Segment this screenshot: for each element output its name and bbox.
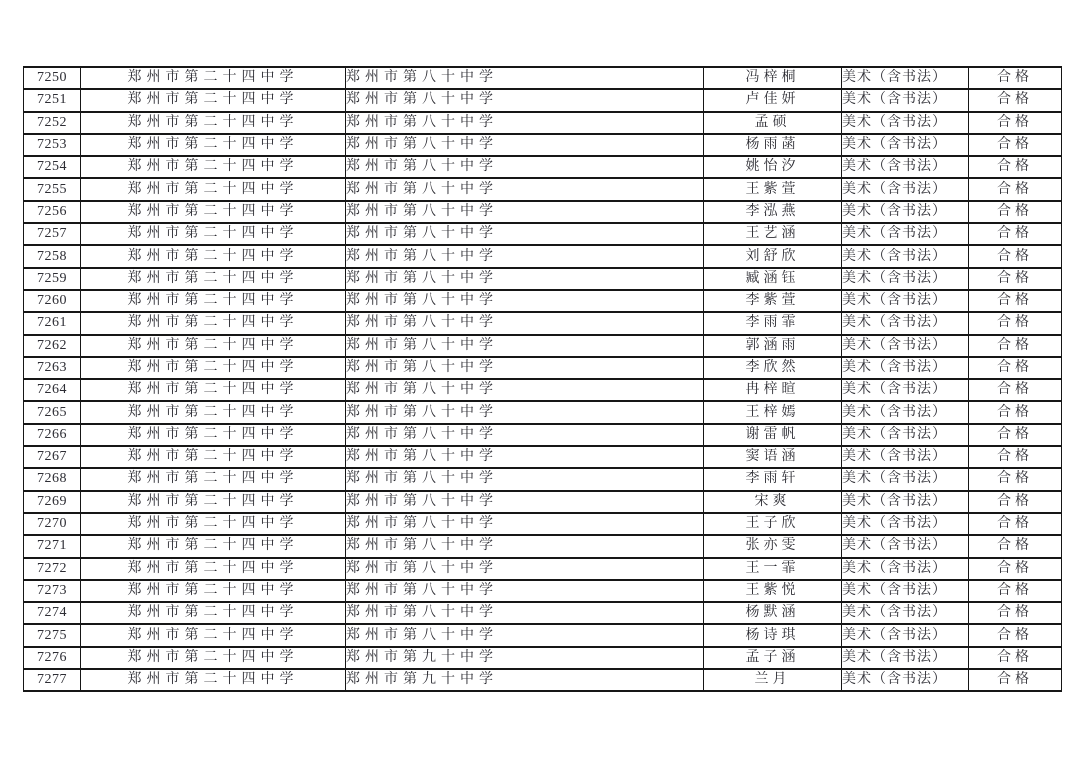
cell-serial-number: 7257 (24, 223, 81, 245)
cell-student-name: 王紫悦 (704, 580, 842, 602)
cell-admission-school: 郑州市第八十中学 (346, 401, 704, 423)
cell-student-name: 冉梓暄 (704, 379, 842, 401)
table-row (24, 357, 1062, 379)
cell-serial-number: 7273 (24, 580, 81, 602)
table-row (24, 401, 1062, 423)
table-row (24, 134, 1062, 156)
cell-graduate-school: 郑州市第二十四中学 (81, 268, 346, 290)
cell-major: 美术（含书法） (842, 669, 969, 691)
cell-result: 合格 (969, 491, 1062, 513)
cell-admission-school: 郑州市第八十中学 (346, 156, 704, 178)
cell-major: 美术（含书法） (842, 335, 969, 357)
cell-result: 合格 (969, 580, 1062, 602)
cell-serial-number: 7250 (24, 67, 81, 89)
table-row (24, 335, 1062, 357)
cell-result: 合格 (969, 67, 1062, 89)
cell-major: 美术（含书法） (842, 580, 969, 602)
cell-student-name: 姚怡汐 (704, 156, 842, 178)
cell-graduate-school: 郑州市第二十四中学 (81, 558, 346, 580)
table-row (24, 178, 1062, 200)
cell-serial-number: 7268 (24, 468, 81, 490)
table-row (24, 669, 1062, 691)
cell-major: 美术（含书法） (842, 223, 969, 245)
table-row (24, 624, 1062, 646)
cell-major: 美术（含书法） (842, 424, 969, 446)
cell-result: 合格 (969, 245, 1062, 267)
cell-student-name: 李雨轩 (704, 468, 842, 490)
cell-admission-school: 郑州市第八十中学 (346, 245, 704, 267)
cell-student-name: 窦语涵 (704, 446, 842, 468)
cell-serial-number: 7267 (24, 446, 81, 468)
table-row (24, 245, 1062, 267)
cell-admission-school: 郑州市第九十中学 (346, 647, 704, 669)
cell-graduate-school: 郑州市第二十四中学 (81, 580, 346, 602)
cell-major: 美术（含书法） (842, 624, 969, 646)
cell-serial-number: 7262 (24, 335, 81, 357)
cell-admission-school: 郑州市第八十中学 (346, 335, 704, 357)
cell-graduate-school: 郑州市第二十四中学 (81, 290, 346, 312)
table-row (24, 290, 1062, 312)
cell-student-name: 李雨霏 (704, 312, 842, 334)
cell-student-name: 王一霏 (704, 558, 842, 580)
cell-student-name: 杨雨菡 (704, 134, 842, 156)
table-row (24, 112, 1062, 134)
cell-graduate-school: 郑州市第二十四中学 (81, 669, 346, 691)
cell-result: 合格 (969, 468, 1062, 490)
cell-admission-school: 郑州市第八十中学 (346, 67, 704, 89)
cell-major: 美术（含书法） (842, 156, 969, 178)
cell-student-name: 杨默涵 (704, 602, 842, 624)
cell-serial-number: 7270 (24, 513, 81, 535)
cell-student-name: 宋爽 (704, 491, 842, 513)
cell-result: 合格 (969, 446, 1062, 468)
cell-admission-school: 郑州市第八十中学 (346, 624, 704, 646)
cell-serial-number: 7266 (24, 424, 81, 446)
cell-graduate-school: 郑州市第二十四中学 (81, 67, 346, 89)
cell-student-name: 孟硕 (704, 112, 842, 134)
cell-graduate-school: 郑州市第二十四中学 (81, 357, 346, 379)
cell-student-name: 郭涵雨 (704, 335, 842, 357)
cell-major: 美术（含书法） (842, 558, 969, 580)
cell-student-name: 李泓燕 (704, 201, 842, 223)
table-row (24, 201, 1062, 223)
cell-admission-school: 郑州市第八十中学 (346, 468, 704, 490)
cell-admission-school: 郑州市第八十中学 (346, 201, 704, 223)
cell-graduate-school: 郑州市第二十四中学 (81, 89, 346, 111)
cell-admission-school: 郑州市第八十中学 (346, 379, 704, 401)
cell-student-name: 王子欣 (704, 513, 842, 535)
cell-serial-number: 7277 (24, 669, 81, 691)
cell-result: 合格 (969, 647, 1062, 669)
cell-admission-school: 郑州市第八十中学 (346, 424, 704, 446)
cell-major: 美术（含书法） (842, 290, 969, 312)
cell-student-name: 王紫萱 (704, 178, 842, 200)
cell-major: 美术（含书法） (842, 245, 969, 267)
cell-serial-number: 7259 (24, 268, 81, 290)
cell-major: 美术（含书法） (842, 268, 969, 290)
cell-result: 合格 (969, 535, 1062, 557)
table-row (24, 446, 1062, 468)
cell-student-name: 李紫萱 (704, 290, 842, 312)
cell-major: 美术（含书法） (842, 602, 969, 624)
results-table-body (24, 67, 1062, 691)
cell-major: 美术（含书法） (842, 178, 969, 200)
cell-serial-number: 7275 (24, 624, 81, 646)
cell-student-name: 张亦雯 (704, 535, 842, 557)
cell-serial-number: 7253 (24, 134, 81, 156)
cell-major: 美术（含书法） (842, 491, 969, 513)
table-row (24, 67, 1062, 89)
cell-result: 合格 (969, 290, 1062, 312)
table-row (24, 379, 1062, 401)
cell-result: 合格 (969, 558, 1062, 580)
cell-result: 合格 (969, 134, 1062, 156)
cell-major: 美术（含书法） (842, 468, 969, 490)
cell-result: 合格 (969, 268, 1062, 290)
cell-admission-school: 郑州市第八十中学 (346, 89, 704, 111)
cell-student-name: 卢佳妍 (704, 89, 842, 111)
cell-admission-school: 郑州市第八十中学 (346, 134, 704, 156)
cell-student-name: 王艺涵 (704, 223, 842, 245)
cell-result: 合格 (969, 357, 1062, 379)
cell-graduate-school: 郑州市第二十四中学 (81, 112, 346, 134)
cell-admission-school: 郑州市第八十中学 (346, 290, 704, 312)
cell-serial-number: 7255 (24, 178, 81, 200)
cell-serial-number: 7272 (24, 558, 81, 580)
cell-result: 合格 (969, 201, 1062, 223)
table-row (24, 580, 1062, 602)
cell-result: 合格 (969, 424, 1062, 446)
cell-admission-school: 郑州市第八十中学 (346, 580, 704, 602)
cell-result: 合格 (969, 602, 1062, 624)
cell-result: 合格 (969, 156, 1062, 178)
cell-student-name: 臧涵钰 (704, 268, 842, 290)
cell-result: 合格 (969, 624, 1062, 646)
cell-major: 美术（含书法） (842, 134, 969, 156)
cell-graduate-school: 郑州市第二十四中学 (81, 156, 346, 178)
cell-major: 美术（含书法） (842, 357, 969, 379)
cell-admission-school: 郑州市第八十中学 (346, 357, 704, 379)
table-row (24, 647, 1062, 669)
cell-admission-school: 郑州市第八十中学 (346, 558, 704, 580)
cell-graduate-school: 郑州市第二十四中学 (81, 624, 346, 646)
cell-graduate-school: 郑州市第二十四中学 (81, 491, 346, 513)
cell-student-name: 王梓嫣 (704, 401, 842, 423)
cell-admission-school: 郑州市第九十中学 (346, 669, 704, 691)
cell-major: 美术（含书法） (842, 89, 969, 111)
exam-results-table (23, 66, 1062, 692)
cell-serial-number: 7276 (24, 647, 81, 669)
cell-graduate-school: 郑州市第二十四中学 (81, 201, 346, 223)
cell-major: 美术（含书法） (842, 379, 969, 401)
cell-serial-number: 7261 (24, 312, 81, 334)
cell-graduate-school: 郑州市第二十四中学 (81, 647, 346, 669)
table-row (24, 89, 1062, 111)
cell-serial-number: 7269 (24, 491, 81, 513)
cell-result: 合格 (969, 178, 1062, 200)
table-row (24, 602, 1062, 624)
cell-graduate-school: 郑州市第二十四中学 (81, 535, 346, 557)
cell-graduate-school: 郑州市第二十四中学 (81, 245, 346, 267)
cell-serial-number: 7260 (24, 290, 81, 312)
cell-serial-number: 7256 (24, 201, 81, 223)
cell-admission-school: 郑州市第八十中学 (346, 312, 704, 334)
cell-major: 美术（含书法） (842, 112, 969, 134)
cell-major: 美术（含书法） (842, 401, 969, 423)
cell-result: 合格 (969, 89, 1062, 111)
cell-serial-number: 7265 (24, 401, 81, 423)
cell-result: 合格 (969, 312, 1062, 334)
cell-result: 合格 (969, 379, 1062, 401)
cell-graduate-school: 郑州市第二十四中学 (81, 401, 346, 423)
cell-serial-number: 7258 (24, 245, 81, 267)
cell-major: 美术（含书法） (842, 647, 969, 669)
cell-graduate-school: 郑州市第二十四中学 (81, 335, 346, 357)
cell-admission-school: 郑州市第八十中学 (346, 178, 704, 200)
cell-result: 合格 (969, 669, 1062, 691)
cell-student-name: 冯梓桐 (704, 67, 842, 89)
cell-graduate-school: 郑州市第二十四中学 (81, 379, 346, 401)
cell-graduate-school: 郑州市第二十四中学 (81, 468, 346, 490)
cell-serial-number: 7254 (24, 156, 81, 178)
cell-admission-school: 郑州市第八十中学 (346, 513, 704, 535)
cell-student-name: 杨诗琪 (704, 624, 842, 646)
cell-serial-number: 7263 (24, 357, 81, 379)
cell-student-name: 刘舒欣 (704, 245, 842, 267)
cell-serial-number: 7274 (24, 602, 81, 624)
cell-admission-school: 郑州市第八十中学 (346, 535, 704, 557)
cell-result: 合格 (969, 112, 1062, 134)
cell-major: 美术（含书法） (842, 446, 969, 468)
cell-major: 美术（含书法） (842, 513, 969, 535)
cell-serial-number: 7251 (24, 89, 81, 111)
cell-student-name: 兰月 (704, 669, 842, 691)
table-row (24, 223, 1062, 245)
table-row (24, 468, 1062, 490)
cell-result: 合格 (969, 335, 1062, 357)
cell-graduate-school: 郑州市第二十四中学 (81, 602, 346, 624)
cell-major: 美术（含书法） (842, 312, 969, 334)
cell-graduate-school: 郑州市第二十四中学 (81, 446, 346, 468)
cell-result: 合格 (969, 513, 1062, 535)
cell-graduate-school: 郑州市第二十四中学 (81, 424, 346, 446)
cell-major: 美术（含书法） (842, 201, 969, 223)
table-row (24, 558, 1062, 580)
table-row (24, 513, 1062, 535)
table-row (24, 156, 1062, 178)
table-row (24, 424, 1062, 446)
table-row (24, 268, 1062, 290)
cell-result: 合格 (969, 223, 1062, 245)
cell-result: 合格 (969, 401, 1062, 423)
cell-student-name: 谢雷帆 (704, 424, 842, 446)
cell-admission-school: 郑州市第八十中学 (346, 446, 704, 468)
cell-admission-school: 郑州市第八十中学 (346, 268, 704, 290)
cell-major: 美术（含书法） (842, 67, 969, 89)
cell-graduate-school: 郑州市第二十四中学 (81, 223, 346, 245)
cell-serial-number: 7271 (24, 535, 81, 557)
cell-admission-school: 郑州市第八十中学 (346, 223, 704, 245)
cell-student-name: 李欣然 (704, 357, 842, 379)
cell-graduate-school: 郑州市第二十四中学 (81, 134, 346, 156)
cell-graduate-school: 郑州市第二十四中学 (81, 178, 346, 200)
cell-serial-number: 7252 (24, 112, 81, 134)
cell-admission-school: 郑州市第八十中学 (346, 602, 704, 624)
cell-admission-school: 郑州市第八十中学 (346, 491, 704, 513)
cell-graduate-school: 郑州市第二十四中学 (81, 513, 346, 535)
cell-admission-school: 郑州市第八十中学 (346, 112, 704, 134)
table-row (24, 312, 1062, 334)
table-row (24, 491, 1062, 513)
cell-major: 美术（含书法） (842, 535, 969, 557)
cell-student-name: 孟子涵 (704, 647, 842, 669)
cell-graduate-school: 郑州市第二十四中学 (81, 312, 346, 334)
cell-serial-number: 7264 (24, 379, 81, 401)
table-row (24, 535, 1062, 557)
